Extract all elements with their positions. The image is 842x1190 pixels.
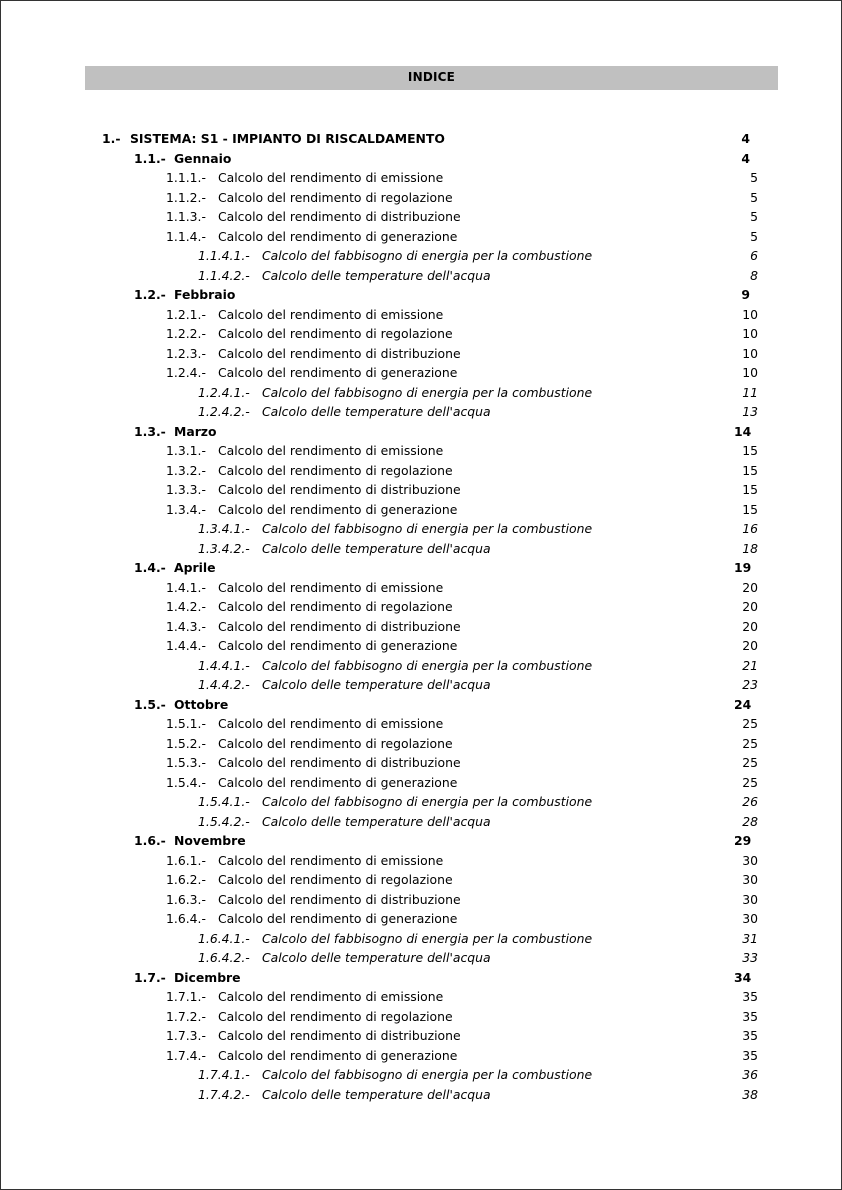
toc-entry[interactable]: [166, 1046, 758, 1066]
toc-entry-page-number: 15: [742, 482, 758, 497]
toc-entry[interactable]: [198, 539, 758, 559]
toc-entry-number: 1.4.4.2.-: [198, 677, 250, 692]
toc-entry-page-number: 24: [734, 696, 752, 712]
toc-entry-page-number: 18: [742, 540, 758, 556]
toc-entry[interactable]: [166, 168, 758, 188]
toc-entry-number: 1.3.4.1.-: [198, 521, 250, 536]
toc-entry[interactable]: [198, 383, 758, 403]
toc-entry[interactable]: [198, 929, 758, 949]
toc-entry-page-number: 33: [742, 950, 758, 965]
toc-entry-number: 1.6.4.1.-: [198, 930, 250, 946]
toc-entry-number: 1.3.4.2.-: [198, 540, 250, 556]
toc-entry[interactable]: [166, 305, 758, 325]
toc-entry-number: 1.6.1.-: [166, 852, 206, 868]
toc-entry-page-number: 5: [750, 228, 758, 244]
toc-entry-title: Calcolo del rendimento di distribuzione: [218, 1028, 461, 1043]
toc-entry-number: 1.7.3.-: [166, 1028, 206, 1043]
toc-entry[interactable]: [166, 890, 758, 910]
toc-entry-title: Calcolo del fabbisogno di energia per la combustione: [262, 521, 593, 536]
toc-entry-number: 1.5.4.1.-: [198, 794, 250, 809]
toc-entry[interactable]: [166, 1026, 758, 1046]
toc-entry[interactable]: [198, 1065, 758, 1085]
toc-entry-number: 1.4.4.1.-: [198, 657, 250, 673]
toc-entry-title: Calcolo del fabbisogno di energia per la combustione: [262, 794, 593, 809]
toc-entry-number: 1.5.4.2.-: [198, 813, 250, 829]
toc-entry-page-number: 38: [742, 1086, 758, 1102]
toc-entry-title: Calcolo del rendimento di distribuzione: [218, 482, 461, 497]
toc-entry-title: Calcolo del rendimento di regolazione: [218, 599, 453, 614]
toc-entry-page-number: 10: [742, 365, 758, 380]
toc-entry-number: 1.3.1.-: [166, 443, 206, 458]
toc-entry-number: 1.7.4.-: [166, 1047, 206, 1063]
toc-entry-title: Dicembre: [174, 969, 241, 985]
toc-entry-number: 1.6.3.-: [166, 891, 206, 907]
toc-entry[interactable]: [166, 714, 758, 734]
toc-entry[interactable]: [198, 246, 758, 266]
toc-entry-number: 1.5.3.-: [166, 755, 206, 770]
toc-entry-page-number: 30: [742, 852, 758, 868]
toc-entry-page-number: 20: [742, 599, 758, 614]
toc-entry-page-number: 23: [742, 677, 758, 692]
toc-entry-title: Calcolo delle temperature dell'acqua: [262, 540, 491, 556]
toc-entry-title: Calcolo del rendimento di regolazione: [218, 735, 453, 751]
toc-entry-page-number: 25: [742, 735, 758, 751]
toc-entry-title: Calcolo del rendimento di emissione: [218, 443, 444, 458]
toc-entry-number: 1.5.-: [134, 696, 166, 712]
toc-entry-page-number: 25: [742, 755, 758, 770]
toc-entry[interactable]: [166, 207, 758, 227]
toc-entry-page-number: 15: [742, 462, 758, 478]
toc-entry[interactable]: [166, 578, 758, 598]
toc-entry-title: Calcolo del rendimento di distribuzione: [218, 891, 461, 907]
toc-entry-number: 1.1.4.-: [166, 228, 206, 244]
toc-entry[interactable]: [198, 948, 758, 968]
toc-entry[interactable]: [166, 987, 758, 1007]
toc-entry-number: 1.6.4.-: [166, 911, 206, 926]
toc-entry-title: Calcolo del rendimento di emissione: [218, 716, 444, 731]
toc-entry-page-number: 4: [741, 131, 750, 146]
toc-entry[interactable]: [134, 149, 750, 169]
toc-entry-title: Calcolo delle temperature dell'acqua: [262, 1086, 491, 1102]
toc-entry-page-number: 5: [750, 209, 758, 224]
toc-entry[interactable]: [166, 324, 758, 344]
toc-entry-page-number: 21: [742, 657, 758, 673]
toc-entry[interactable]: [166, 1007, 758, 1027]
toc-entry-number: 1.2.3.-: [166, 345, 206, 361]
toc-entry-page-number: 20: [742, 618, 758, 634]
toc-entry-page-number: 25: [742, 716, 758, 731]
toc-entry-page-number: 4: [741, 150, 750, 166]
toc-entry[interactable]: [166, 617, 758, 637]
toc-entry-page-number: 16: [742, 521, 758, 536]
toc-entry[interactable]: [166, 636, 758, 656]
toc-entry-title: Calcolo del rendimento di regolazione: [218, 189, 453, 205]
toc-entry-page-number: 10: [742, 306, 758, 322]
toc-entry-number: 1.4.-: [134, 560, 166, 575]
toc-entry-number: 1.6.2.-: [166, 872, 206, 887]
toc-entry-title: Febbraio: [174, 287, 236, 302]
toc-entry-title: Marzo: [174, 423, 217, 439]
toc-entry-page-number: 25: [742, 774, 758, 790]
toc-entry[interactable]: [198, 266, 758, 286]
toc-entry-page-number: 5: [750, 189, 758, 205]
toc-entry[interactable]: [166, 441, 758, 461]
toc-entry-title: Calcolo del rendimento di distribuzione: [218, 755, 461, 770]
toc-entry-number: 1.2.-: [134, 287, 166, 302]
toc-entry-number: 1.4.2.-: [166, 599, 206, 614]
toc-entry-title: Calcolo del fabbisogno di energia per la combustione: [262, 384, 593, 400]
toc-entry-number: 1.3.4.-: [166, 501, 206, 517]
toc-entry[interactable]: [198, 812, 758, 832]
toc-entry-number: 1.2.1.-: [166, 306, 206, 322]
toc-entry-page-number: 31: [742, 930, 758, 946]
toc-entry-page-number: 8: [750, 267, 758, 283]
toc-entry-page-number: 15: [742, 443, 758, 458]
toc-entry[interactable]: [134, 558, 750, 578]
toc-entry-page-number: 35: [742, 989, 758, 1004]
toc-entry-number: 1.6.4.2.-: [198, 950, 250, 965]
toc-entry-number: 1.4.4.-: [166, 638, 206, 653]
toc-entry[interactable]: [166, 851, 758, 871]
toc-entry-number: 1.7.-: [134, 969, 166, 985]
toc-entry-title: Calcolo delle temperature dell'acqua: [262, 404, 491, 419]
toc-entry-number: 1.1.4.2.-: [198, 267, 250, 283]
toc-entry-page-number: 5: [750, 170, 758, 185]
toc-entry-title: Calcolo del fabbisogno di energia per la combustione: [262, 657, 593, 673]
toc-entry-title: Calcolo del rendimento di emissione: [218, 852, 444, 868]
toc-entry-page-number: 30: [742, 911, 758, 926]
toc-entry-number: 1.1.1.-: [166, 170, 206, 185]
toc-entry[interactable]: [166, 188, 758, 208]
toc-entry-title: Calcolo del fabbisogno di energia per la combustione: [262, 248, 593, 263]
toc-entry[interactable]: [198, 656, 758, 676]
toc-entry-title: Calcolo del rendimento di generazione: [218, 228, 458, 244]
toc-entry[interactable]: [166, 909, 758, 929]
toc-entry-title: Calcolo del rendimento di emissione: [218, 989, 444, 1004]
toc-entry[interactable]: [134, 968, 750, 988]
toc-entry-number: 1.4.3.-: [166, 618, 206, 634]
toc-entry-number: 1.7.1.-: [166, 989, 206, 1004]
toc-entry-number: 1.3.-: [134, 423, 166, 439]
toc-entry-title: Calcolo del rendimento di regolazione: [218, 326, 453, 341]
toc-entry[interactable]: [198, 675, 758, 695]
toc-entry-number: 1.3.3.-: [166, 482, 206, 497]
toc-entry-page-number: 14: [734, 423, 752, 439]
toc-entry-page-number: 10: [742, 345, 758, 361]
toc-entry-page-number: 35: [742, 1008, 758, 1024]
toc-entry-title: Gennaio: [174, 150, 232, 166]
toc-entry-number: 1.4.1.-: [166, 579, 206, 595]
toc-entry[interactable]: [166, 344, 758, 364]
toc-entry-title: Calcolo del rendimento di emissione: [218, 170, 444, 185]
toc-entry-page-number: 11: [742, 384, 758, 400]
toc-entry-page-number: 9: [741, 287, 750, 302]
toc-entry-number: 1.1.2.-: [166, 189, 206, 205]
toc-entry-title: Calcolo del rendimento di regolazione: [218, 462, 453, 478]
toc-entry-page-number: 19: [734, 560, 752, 575]
toc-entry[interactable]: [166, 753, 758, 773]
toc-entry[interactable]: [166, 227, 758, 247]
toc-entry-page-number: 10: [742, 326, 758, 341]
toc-entry-number: 1.7.4.1.-: [198, 1067, 250, 1082]
toc-entry-title: Calcolo del rendimento di regolazione: [218, 872, 453, 887]
toc-entry-number: 1.7.4.2.-: [198, 1086, 250, 1102]
toc-entry-title: Calcolo delle temperature dell'acqua: [262, 950, 491, 965]
toc-entry[interactable]: [166, 870, 758, 890]
toc-entry[interactable]: [166, 734, 758, 754]
toc-entry-number: 1.1.3.-: [166, 209, 206, 224]
toc-entry-number: 1.3.2.-: [166, 462, 206, 478]
toc-entry-number: 1.1.-: [134, 150, 166, 166]
toc-entry[interactable]: [166, 363, 758, 383]
toc-entry-title: Calcolo del rendimento di emissione: [218, 306, 444, 322]
toc-entry[interactable]: [198, 792, 758, 812]
toc-entry[interactable]: [134, 285, 750, 305]
toc-entry-title: Calcolo del fabbisogno di energia per la combustione: [262, 1067, 593, 1082]
toc-entry[interactable]: [166, 480, 758, 500]
toc-entry-title: Calcolo del rendimento di generazione: [218, 638, 458, 653]
toc-entry[interactable]: [134, 695, 750, 715]
index-title: INDICE: [85, 66, 778, 90]
toc-entry-number: 1.5.1.-: [166, 716, 206, 731]
toc-entry-title: Calcolo del rendimento di generazione: [218, 1047, 458, 1063]
toc-entry-title: Calcolo delle temperature dell'acqua: [262, 813, 491, 829]
toc-entry[interactable]: [198, 402, 758, 422]
toc-entry-number: 1.6.-: [134, 833, 166, 848]
toc-entry-page-number: 35: [742, 1047, 758, 1063]
toc-entry[interactable]: [102, 129, 750, 149]
toc-entry[interactable]: [134, 831, 750, 851]
toc-entry-page-number: 34: [734, 969, 752, 985]
toc-entry[interactable]: [166, 461, 758, 481]
toc-entry-page-number: 20: [742, 579, 758, 595]
toc-entry-number: 1.5.4.-: [166, 774, 206, 790]
toc-entry-title: Aprile: [174, 560, 216, 575]
toc-entry-title: Calcolo del rendimento di generazione: [218, 911, 458, 926]
toc-entry-title: Calcolo del fabbisogno di energia per la combustione: [262, 930, 593, 946]
toc-entry[interactable]: [198, 519, 758, 539]
toc-entry[interactable]: [198, 1085, 758, 1105]
toc-entry-page-number: 15: [742, 501, 758, 517]
toc-entry-page-number: 28: [742, 813, 758, 829]
toc-entry-number: 1.5.2.-: [166, 735, 206, 751]
toc-entry-page-number: 20: [742, 638, 758, 653]
toc-entry-page-number: 29: [734, 833, 752, 848]
toc-entry[interactable]: [166, 773, 758, 793]
toc-entry-title: Calcolo del rendimento di generazione: [218, 365, 458, 380]
toc-entry-page-number: 30: [742, 891, 758, 907]
toc-entry-title: Calcolo del rendimento di regolazione: [218, 1008, 453, 1024]
toc-entry-number: 1.-: [102, 131, 121, 146]
toc-entry-page-number: 35: [742, 1028, 758, 1043]
toc-entry-title: Calcolo del rendimento di emissione: [218, 579, 444, 595]
toc-entry-title: Calcolo del rendimento di distribuzione: [218, 345, 461, 361]
toc-entry-title: Novembre: [174, 833, 246, 848]
toc-entry-page-number: 30: [742, 872, 758, 887]
toc-entry[interactable]: [166, 597, 758, 617]
toc-entry-number: 1.2.4.1.-: [198, 384, 250, 400]
toc-entry-title: Calcolo del rendimento di distribuzione: [218, 618, 461, 634]
toc-entry-page-number: 36: [742, 1067, 758, 1082]
toc-entry-title: Calcolo delle temperature dell'acqua: [262, 677, 491, 692]
toc-entry-number: 1.1.4.1.-: [198, 248, 250, 263]
toc-entry[interactable]: [166, 500, 758, 520]
toc-entry-number: 1.2.4.-: [166, 365, 206, 380]
toc-entry-page-number: 13: [742, 404, 758, 419]
toc-entry[interactable]: [134, 422, 750, 442]
toc-entry-number: 1.2.2.-: [166, 326, 206, 341]
toc-entry-title: Calcolo del rendimento di distribuzione: [218, 209, 461, 224]
toc-entry-title: Calcolo del rendimento di generazione: [218, 774, 458, 790]
toc-entry-title: Calcolo delle temperature dell'acqua: [262, 267, 491, 283]
toc-entry-page-number: 6: [750, 248, 758, 263]
toc-entry-title: Calcolo del rendimento di generazione: [218, 501, 458, 517]
toc-entry-number: 1.2.4.2.-: [198, 404, 250, 419]
toc-entry-title: SISTEMA: S1 - IMPIANTO DI RISCALDAMENTO: [130, 131, 445, 146]
toc-entry-title: Ottobre: [174, 696, 229, 712]
toc-entry-page-number: 26: [742, 794, 758, 809]
toc-entry-number: 1.7.2.-: [166, 1008, 206, 1024]
